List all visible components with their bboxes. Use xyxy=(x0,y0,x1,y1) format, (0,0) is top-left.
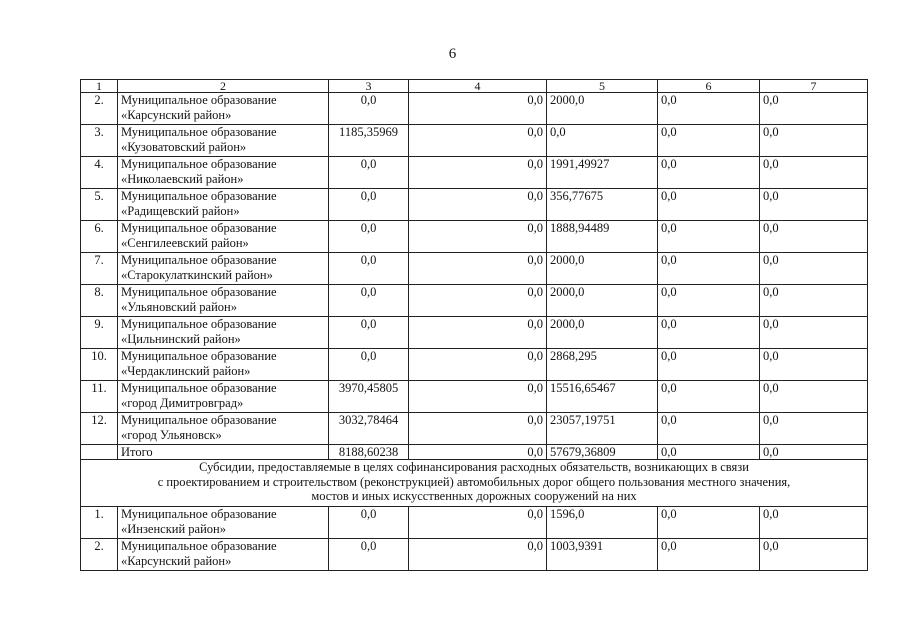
municipality-type: Муниципальное образование xyxy=(121,189,277,203)
municipality-name xyxy=(118,93,329,125)
value-col-3: 1185,35969 xyxy=(329,125,409,157)
column-number: 1 xyxy=(81,80,118,93)
value-col-3: 0,0 xyxy=(329,285,409,317)
table-row xyxy=(81,539,868,571)
municipality-title: «Карсунский район» xyxy=(121,553,232,568)
total-col-7: 0,0 xyxy=(760,445,868,460)
municipality-name xyxy=(118,349,329,381)
column-number: 5 xyxy=(547,80,658,93)
value-col-3: 0,0 xyxy=(329,157,409,189)
municipality-name xyxy=(118,285,329,317)
value-col-4: 0,0 xyxy=(409,349,547,381)
value-col-6: 0,0 xyxy=(658,381,760,413)
municipality-title: «Радищевский район» xyxy=(121,203,240,218)
value-col-4: 0,0 xyxy=(409,189,547,221)
municipality-name xyxy=(118,317,329,349)
subsidy-table xyxy=(80,79,868,571)
value-col-7: 0,0 xyxy=(760,507,868,539)
total-col-3: 8188,60238 xyxy=(329,445,409,460)
value-col-6: 0,0 xyxy=(658,413,760,445)
municipality-type: Муниципальное образование xyxy=(121,413,277,427)
municipality-type: Муниципальное образование xyxy=(121,507,277,521)
value-col-7: 0,0 xyxy=(760,317,868,349)
row-number: 9. xyxy=(81,317,118,349)
value-col-3: 0,0 xyxy=(329,349,409,381)
row-number: 7. xyxy=(81,253,118,285)
row-number: 8. xyxy=(81,285,118,317)
value-col-7: 0,0 xyxy=(760,93,868,125)
value-col-4: 0,0 xyxy=(409,157,547,189)
section-heading xyxy=(81,460,868,507)
municipality-title: «Инзенский район» xyxy=(121,521,226,536)
municipality-title: «Николаевский район» xyxy=(121,171,244,186)
value-col-6: 0,0 xyxy=(658,125,760,157)
municipality-title: «Старокулаткинский район» xyxy=(121,267,273,282)
value-col-3: 0,0 xyxy=(329,507,409,539)
municipality-type: Муниципальное образование xyxy=(121,157,277,171)
municipality-name xyxy=(118,189,329,221)
total-row xyxy=(81,445,868,460)
value-col-7: 0,0 xyxy=(760,381,868,413)
section-heading-line: мостов и иных искусственных дорожных сооружений на них xyxy=(311,489,637,503)
municipality-title: «Цильнинский район» xyxy=(121,331,241,346)
value-col-3: 0,0 xyxy=(329,93,409,125)
value-col-6: 0,0 xyxy=(658,93,760,125)
municipality-type: Муниципальное образование xyxy=(121,221,277,235)
value-col-5: 2000,0 xyxy=(547,317,658,349)
value-col-4: 0,0 xyxy=(409,221,547,253)
value-col-7: 0,0 xyxy=(760,221,868,253)
row-number: 4. xyxy=(81,157,118,189)
municipality-name xyxy=(118,413,329,445)
municipality-title: «Кузоватовский район» xyxy=(121,139,247,154)
value-col-3: 0,0 xyxy=(329,539,409,571)
table-row xyxy=(81,381,868,413)
row-number xyxy=(81,445,118,460)
municipality-type: Муниципальное образование xyxy=(121,93,277,107)
value-col-7: 0,0 xyxy=(760,413,868,445)
row-number: 11. xyxy=(81,381,118,413)
value-col-6: 0,0 xyxy=(658,157,760,189)
municipality-name xyxy=(118,125,329,157)
row-number: 2. xyxy=(81,539,118,571)
value-col-7: 0,0 xyxy=(760,253,868,285)
municipality-title: «Сенгилеевский район» xyxy=(121,235,249,250)
table-row xyxy=(81,93,868,125)
value-col-5: 2000,0 xyxy=(547,253,658,285)
total-col-4: 0,0 xyxy=(409,445,547,460)
value-col-6: 0,0 xyxy=(658,507,760,539)
value-col-4: 0,0 xyxy=(409,413,547,445)
municipality-title: «город Димитровград» xyxy=(121,395,244,410)
value-col-3: 0,0 xyxy=(329,189,409,221)
row-number: 1. xyxy=(81,507,118,539)
municipality-type: Муниципальное образование xyxy=(121,253,277,267)
value-col-5: 1888,94489 xyxy=(547,221,658,253)
value-col-7: 0,0 xyxy=(760,285,868,317)
value-col-7: 0,0 xyxy=(760,157,868,189)
column-number-row xyxy=(81,80,868,93)
column-number: 3 xyxy=(329,80,409,93)
row-number: 5. xyxy=(81,189,118,221)
municipality-type: Муниципальное образование xyxy=(121,125,277,139)
municipality-name xyxy=(118,507,329,539)
total-label: Итого xyxy=(118,445,329,460)
value-col-7: 0,0 xyxy=(760,125,868,157)
column-number: 6 xyxy=(658,80,760,93)
row-number: 6. xyxy=(81,221,118,253)
value-col-7: 0,0 xyxy=(760,189,868,221)
value-col-4: 0,0 xyxy=(409,381,547,413)
value-col-3: 3970,45805 xyxy=(329,381,409,413)
table-row xyxy=(81,157,868,189)
value-col-4: 0,0 xyxy=(409,253,547,285)
value-col-6: 0,0 xyxy=(658,349,760,381)
municipality-title: «Чердаклинский район» xyxy=(121,363,251,378)
municipality-type: Муниципальное образование xyxy=(121,285,277,299)
table-row xyxy=(81,125,868,157)
table-row xyxy=(81,221,868,253)
row-number: 10. xyxy=(81,349,118,381)
column-number: 4 xyxy=(409,80,547,93)
table-row xyxy=(81,349,868,381)
table-row xyxy=(81,285,868,317)
total-col-5: 57679,36809 xyxy=(547,445,658,460)
section-heading-line: Субсидии, предоставляемые в целях софинансирования расходных обязательств, возникающих в связи xyxy=(199,460,749,474)
table-row xyxy=(81,317,868,349)
value-col-4: 0,0 xyxy=(409,317,547,349)
value-col-6: 0,0 xyxy=(658,317,760,349)
row-number: 2. xyxy=(81,93,118,125)
value-col-3: 0,0 xyxy=(329,317,409,349)
value-col-5: 2000,0 xyxy=(547,93,658,125)
value-col-3: 3032,78464 xyxy=(329,413,409,445)
value-col-4: 0,0 xyxy=(409,93,547,125)
total-col-6: 0,0 xyxy=(658,445,760,460)
value-col-6: 0,0 xyxy=(658,221,760,253)
section-heading-line: с проектированием и строительством (реконструкцией) автомобильных дорог общего пользования местного значения, xyxy=(157,474,791,489)
municipality-type: Муниципальное образование xyxy=(121,349,277,363)
row-number: 3. xyxy=(81,125,118,157)
municipality-name xyxy=(118,539,329,571)
section-heading-row xyxy=(81,460,868,507)
value-col-5: 23057,19751 xyxy=(547,413,658,445)
value-col-7: 0,0 xyxy=(760,539,868,571)
column-number: 2 xyxy=(118,80,329,93)
value-col-6: 0,0 xyxy=(658,539,760,571)
value-col-5: 1003,9391 xyxy=(547,539,658,571)
row-number: 12. xyxy=(81,413,118,445)
municipality-name xyxy=(118,157,329,189)
municipality-title: «Карсунский район» xyxy=(121,107,232,122)
value-col-4: 0,0 xyxy=(409,507,547,539)
value-col-6: 0,0 xyxy=(658,253,760,285)
value-col-4: 0,0 xyxy=(409,125,547,157)
value-col-5: 15516,65467 xyxy=(547,381,658,413)
value-col-4: 0,0 xyxy=(409,539,547,571)
municipality-name xyxy=(118,221,329,253)
municipality-title: «Ульяновский район» xyxy=(121,299,237,314)
value-col-5: 0,0 xyxy=(547,125,658,157)
value-col-4: 0,0 xyxy=(409,285,547,317)
value-col-6: 0,0 xyxy=(658,285,760,317)
value-col-5: 2000,0 xyxy=(547,285,658,317)
table-row xyxy=(81,507,868,539)
value-col-3: 0,0 xyxy=(329,221,409,253)
municipality-type: Муниципальное образование xyxy=(121,539,277,553)
page-number: 6 xyxy=(448,46,457,62)
value-col-3: 0,0 xyxy=(329,253,409,285)
municipality-name xyxy=(118,253,329,285)
municipality-name xyxy=(118,381,329,413)
value-col-5: 2868,295 xyxy=(547,349,658,381)
municipality-type: Муниципальное образование xyxy=(121,381,277,395)
table-row xyxy=(81,189,868,221)
table-row xyxy=(81,253,868,285)
value-col-5: 356,77675 xyxy=(547,189,658,221)
value-col-7: 0,0 xyxy=(760,349,868,381)
column-number: 7 xyxy=(760,80,868,93)
table-row xyxy=(81,413,868,445)
value-col-5: 1991,49927 xyxy=(547,157,658,189)
municipality-type: Муниципальное образование xyxy=(121,317,277,331)
municipality-title: «город Ульяновск» xyxy=(121,427,222,442)
value-col-5: 1596,0 xyxy=(547,507,658,539)
value-col-6: 0,0 xyxy=(658,189,760,221)
